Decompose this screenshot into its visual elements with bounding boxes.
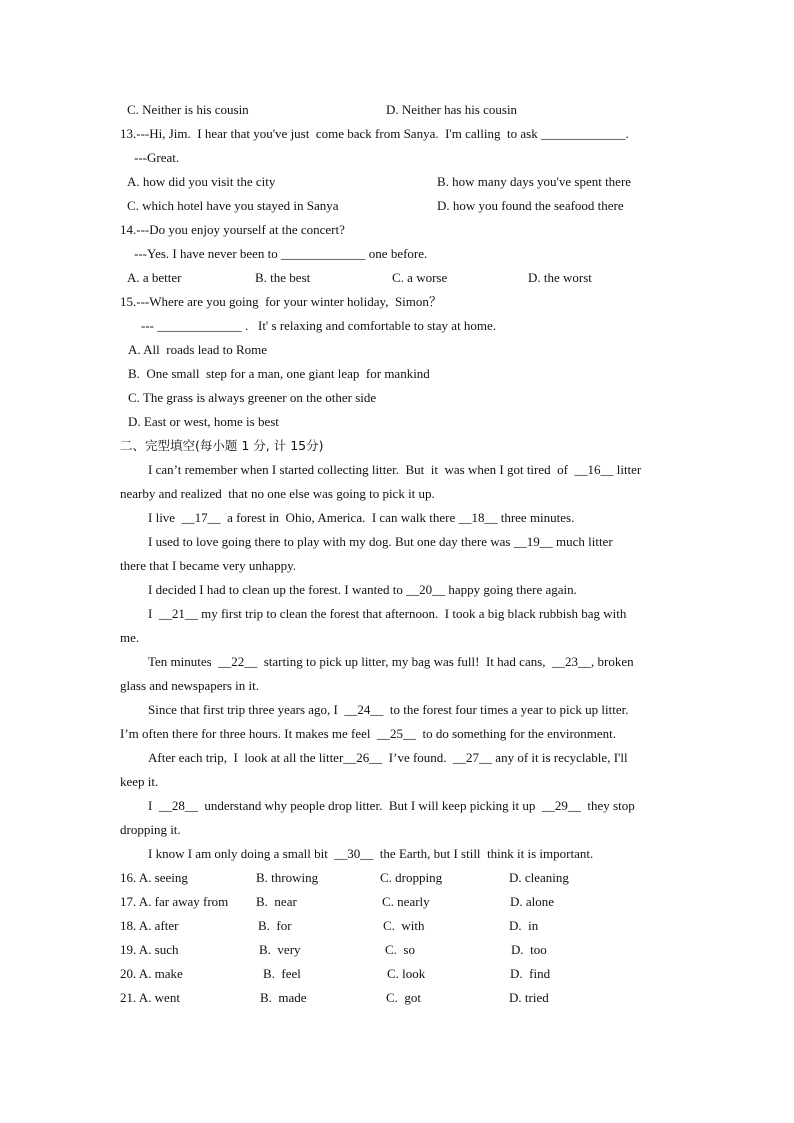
q14-option-b: B. the best [255,270,311,285]
cloze-21-option-a: 21. A. went [120,990,180,1005]
cloze-16-option-c: C. dropping [380,870,443,885]
q13-option-c: C. which hotel have you stayed in Sanya [127,198,339,213]
cloze-20-option-a: 20. A. make [120,966,183,981]
cloze-19-option-a: 19. A. such [120,942,179,957]
passage-line: there that I became very unhappy. [120,558,297,573]
cloze-17-option-b: B. near [256,894,297,909]
q14-reply: ---Yes. I have never been to _____________ one before. [134,246,428,261]
passage-line: I __28__ understand why people drop litter. But I will keep picking it up __29__ they stop [148,798,635,813]
q15-stem: 15.---Where are you going for your winter holiday, Simon？ [120,294,442,309]
passage-line: keep it. [120,774,159,789]
passage-line: I used to love going there to play with my dog. But one day there was __19__ much litter [148,534,613,549]
q14-option-a: A. a better [127,270,182,285]
cloze-21-option-d: D. tried [509,990,549,1005]
q13-option-b: B. how many days you've spent there [437,174,632,189]
q15-option-c: C. The grass is always greener on the other side [128,390,377,405]
q13-option-a: A. how did you visit the city [127,174,276,189]
passage-line: I’m often there for three hours. It makes me feel __25__ to do something for the environment. [120,726,617,741]
q15-option-b: B. One small step for a man, one giant leap for mankind [128,366,430,381]
cloze-19-option-c: C. so [385,942,415,957]
q15-option-a: A. All roads lead to Rome [128,342,268,357]
passage-line: me. [120,630,140,645]
cloze-21-option-b: B. made [260,990,307,1005]
cloze-17-option-c: C. nearly [382,894,430,909]
cloze-16-option-a: 16. A. seeing [120,870,188,885]
cloze-20-option-d: D. find [510,966,551,981]
q15-reply: --- _____________ . It' s relaxing and comfortable to stay at home. [141,318,497,333]
passage-line: I can’t remember when I started collecting litter. But it was when I got tired of __16__ litter [148,462,642,477]
cloze-17-option-d: D. alone [510,894,555,909]
q13-reply: ---Great. [134,150,180,165]
q13-option-d: D. how you found the seafood there [437,198,624,213]
cloze-18-option-c: C. with [383,918,425,933]
passage-line: Ten minutes __22__ starting to pick up litter, my bag was full! It had cans, __23__, broken [148,654,634,669]
passage-line: I know I am only doing a small bit __30__ the Earth, but I still think it is important. [148,846,594,861]
q13-stem: 13.---Hi, Jim. I hear that you've just come back from Sanya. I'm calling to ask _____________. [120,126,629,141]
q12-option-c: C. Neither is his cousin [127,102,249,117]
cloze-18-option-a: 18. A. after [120,918,179,933]
cloze-20-option-c: C. look [387,966,426,981]
passage-line: dropping it. [120,822,181,837]
cloze-16-option-d: D. cleaning [509,870,569,885]
cloze-17-option-a: 17. A. far away from [120,894,229,909]
cloze-16-option-b: B. throwing [256,870,319,885]
cloze-18-option-d: D. in [509,918,539,933]
q14-option-c: C. a worse [392,270,448,285]
passage-line: glass and newspapers in it. [120,678,260,693]
section2-heading: 二、完型填空(每小题 1 分, 计 15分) [120,438,324,453]
passage-line: After each trip, I look at all the litter__26__ I’ve found. __27__ any of it is recyclable, I'll [148,750,628,765]
passage-line: Since that first trip three years ago, I __24__ to the forest four times a year to pick up litter. [148,702,629,717]
cloze-20-option-b: B. feel [263,966,301,981]
q15-option-d: D. East or west, home is best [128,414,279,429]
passage-line: I decided I had to clean up the forest. I wanted to __20__ happy going there again. [148,582,577,597]
q14-stem: 14.---Do you enjoy yourself at the concert? [120,222,345,237]
passage-line: I live __17__ a forest in Ohio, America. I can walk there __18__ three minutes. [148,510,575,525]
passage-line: I __21__ my first trip to clean the forest that afternoon. I took a big black rubbish bag with [148,606,627,621]
cloze-18-option-b: B. for [258,918,292,933]
cloze-19-option-b: B. very [259,942,301,957]
passage-line: nearby and realized that no one else was going to pick it up. [120,486,435,501]
cloze-21-option-c: C. got [386,990,422,1005]
cloze-19-option-d: D. too [511,942,547,957]
q14-option-d: D. the worst [528,270,592,285]
q12-option-d: D. Neither has his cousin [386,102,518,117]
